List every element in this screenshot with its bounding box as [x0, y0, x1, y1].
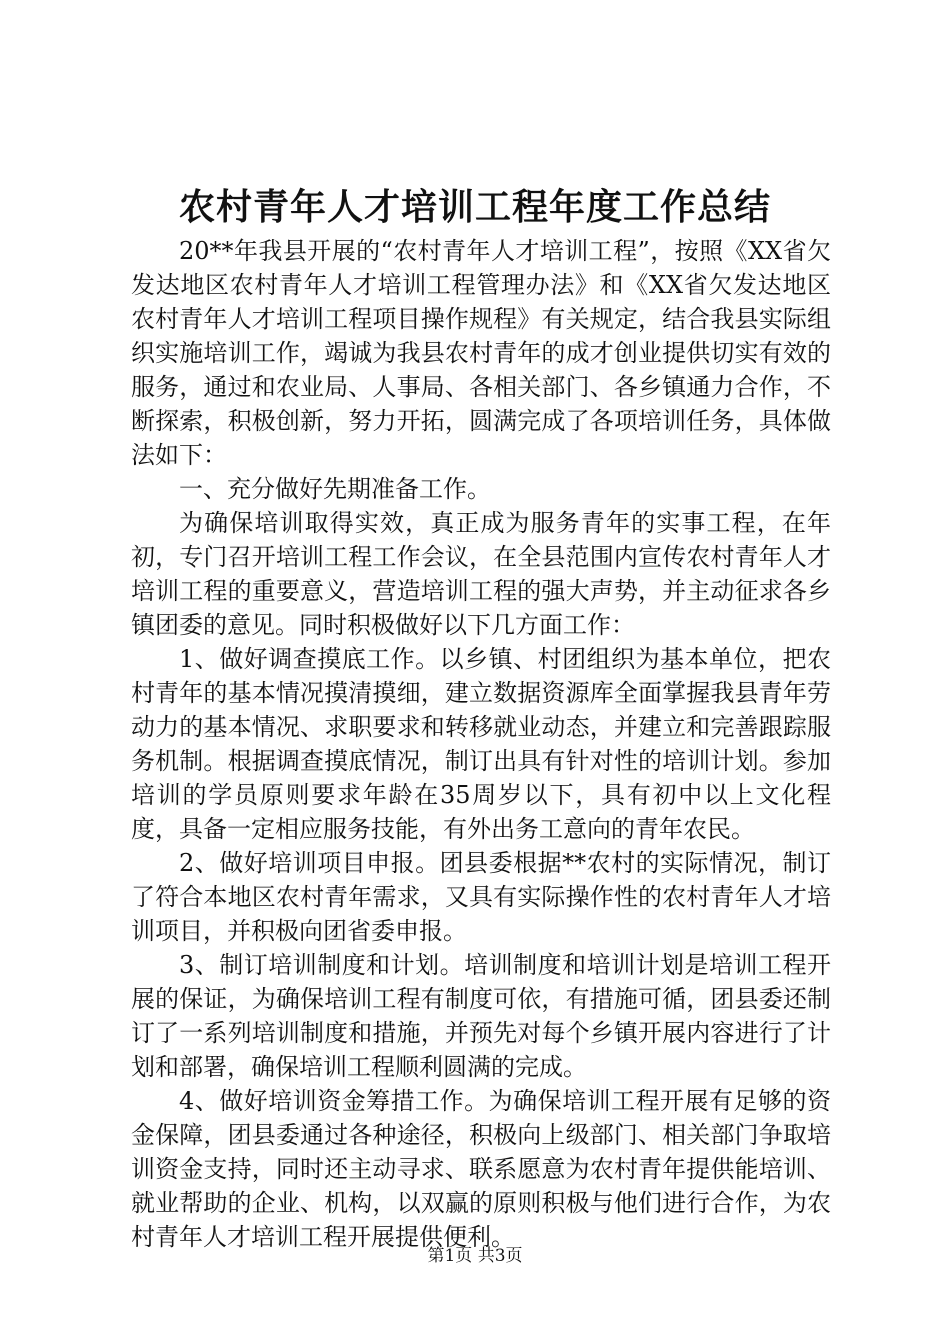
page-footer: 第1页 共3页: [427, 1246, 523, 1266]
list-item-training-plan: 3、制订培训制度和计划。培训制度和培训计划是培训工程开展的保证，为确保培训工程有制度可依，有措施可循，团县委还制订了一系列培训制度和措施，并预先对每个乡镇开展内容进行了计划和部署，确保培训工程顺利圆满的完成。: [131, 951, 831, 1081]
document-body: [131, 234, 831, 1254]
document-title: 农村青年人才培训工程年度工作总结: [178, 186, 771, 228]
paragraph-preparation: 为确保培训取得实效，真正成为服务青年的实事工程，在年初，专门召开培训工程工作会议，在全县范围内宣传农村青年人才培训工程的重要意义，营造培训工程的强大声势，并主动征求各乡镇团委的意见。同时积极做好以下几方面工作：: [131, 509, 831, 639]
section-heading-1: 一、充分做好先期准备工作。: [179, 475, 491, 503]
list-item-funding: 4、做好培训资金筹措工作。为确保培训工程开展有足够的资金保障，团县委通过各种途径，积极向上级部门、相关部门争取培训资金支持，同时还主动寻求、联系愿意为农村青年提供能培训、就业帮助的企业、机构，以双赢的原则积极与他们进行合作，为农村青年人才培训工程开展提供便利。: [131, 1087, 831, 1251]
list-item-survey: 1、做好调查摸底工作。以乡镇、村团组织为基本单位，把农村青年的基本情况摸清摸细，建立数据资源库全面掌握我县青年劳动力的基本情况、求职要求和转移就业动态，并建立和完善跟踪服务机制。根据调查摸底情况，制订出具有针对性的培训计划。参加培训的学员原则要求年龄在35周岁以下，具有初中以上文化程度，具备一定相应服务技能，有外出务工意向的青年农民。: [131, 645, 831, 843]
paragraph-intro: 20**年我县开展的“农村青年人才培训工程”，按照《XX省欠发达地区农村青年人才培训工程管理办法》和《XX省欠发达地区农村青年人才培训工程项目操作规程》有关规定，结合我县实际组织实施培训工作，竭诚为我县农村青年的成才创业提供切实有效的服务，通过和农业局、人事局、各相关部门、各乡镇通力合作，不断探索，积极创新，努力开拓，圆满完成了各项培训任务，具体做法如下：: [131, 237, 831, 469]
list-item-project-application: 2、做好培训项目申报。团县委根据**农村的实际情况，制订了符合本地区农村青年需求，又具有实际操作性的农村青年人才培训项目，并积极向团省委申报。: [131, 849, 831, 945]
